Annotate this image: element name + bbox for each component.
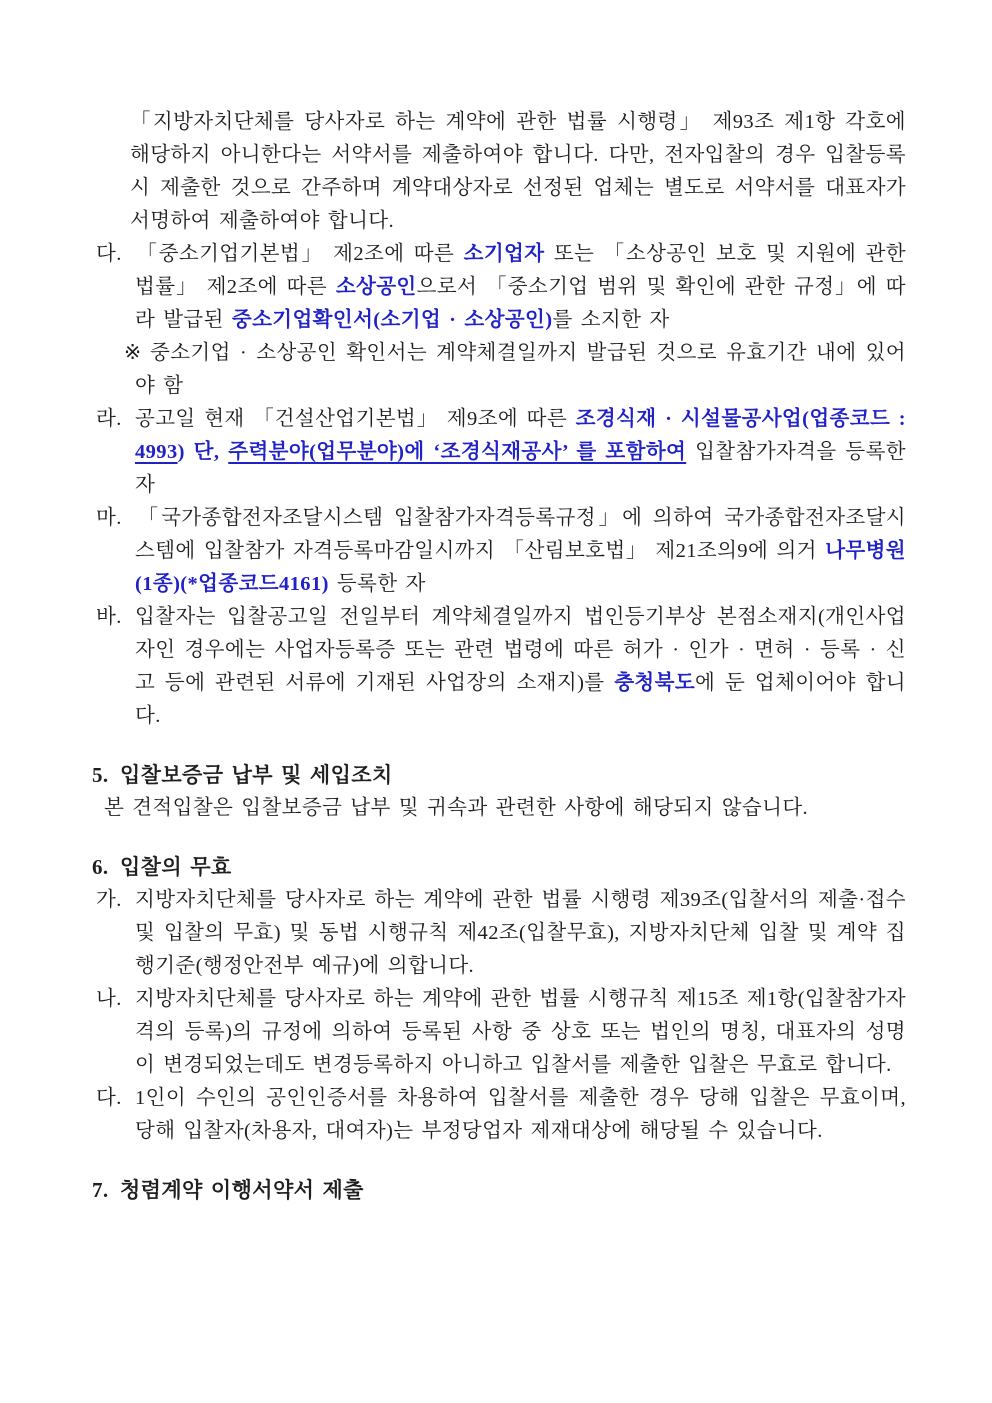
text-run: 「지방자치단체를 당사자로 하는 계약에 관한 법률 시행령」 제93조 제1항 각호에 해당하지 아니한다는 서약서를 제출하여야 합니다. 다만, 전자입찰의 경우 입찰등록 시 제출한 것으로 간주하며 계약대상자로 선정된 업체는 별도로 서약서를 대표자가 서명하여 제출하여야 합니다. (130, 111, 906, 232)
list-item (92, 238, 906, 337)
highlight-run: ) 단, (177, 441, 229, 463)
heading-title: 입찰보증금 납부 및 세입조치 (120, 763, 393, 787)
text-run: 으로서 「중소기업 범위 및 확인에 관한 규정」에 따라 발급된 (135, 276, 906, 331)
section-heading (92, 851, 906, 884)
text-run: 입찰참가자격을 등록한자 (135, 441, 906, 496)
item-label: 바. (96, 606, 122, 628)
text-run: 본 견적입찰은 입찰보증금 납부 및 귀속과 관련한 사항에 해당되지 않습니다. (104, 797, 809, 819)
heading-number: 5. (92, 763, 109, 787)
text-run: 「국가종합전자조달시스템 입찰참가자격등록규정」에 의하여 국가종합전자조달시스템에 입찰참가 자격등록마감일시까지 「산림보호법」 제21조의9에 의거 (135, 507, 906, 562)
highlight-run: 주력분야(업무분야)에 ‘조경식재공사’ 를 포함하여 (228, 441, 687, 463)
highlight-run: 소상공인 (335, 276, 417, 298)
text-run: 지방자치단체를 당사자로 하는 계약에 관한 법률 시행규칙 제15조 제1항(입찰참가자격의 등록)의 규정에 의하여 등록된 사항 중 상호 또는 법인의 명칭, 대표자의 성명이 변경되었는데도 변경등록하지 아니하고 입찰서를 제출한 입찰은 무효로 합니다. (135, 988, 906, 1076)
section-heading (92, 1174, 906, 1207)
text-run: 중소기업 · 소상공인 확인서는 계약체결일까지 발급된 것으로 유효기간 내에 있어야 함 (135, 342, 906, 397)
list-item (92, 502, 906, 601)
text-run: 지방자치단체를 당사자로 하는 계약에 관한 법률 시행령 제39조(입찰서의 제출·접수 및 입찰의 무효) 및 동법 시행규칙 제42조(입찰무효), 지방자치단체 입찰 및 계약 집행기준(행정안전부 예규)에 의합니다. (135, 889, 906, 977)
item-label: 나. (96, 988, 122, 1010)
item-label: 다. (96, 1087, 122, 1109)
text-run: 등록한 자 (328, 573, 426, 595)
item-label: 가. (96, 889, 122, 911)
heading-number: 7. (92, 1178, 109, 1202)
highlight-run: 소기업자 (463, 243, 545, 265)
paragraph (92, 792, 906, 825)
heading-title: 청렴계약 이행서약서 제출 (120, 1178, 364, 1202)
highlight-run: 중소기업확인서(소기업 · 소상공인) (231, 309, 553, 331)
highlight-run: 충청북도 (614, 672, 696, 694)
paragraph (92, 106, 906, 238)
text-run: 1인이 수인의 공인인증서를 차용하여 입찰서를 제출한 경우 당해 입찰은 무효이며, 당해 입찰자(차용자, 대여자)는 부정당업자 제재대상에 해당될 수 있습니다. (135, 1087, 906, 1142)
item-label: 라. (96, 408, 122, 430)
highlight-run: 조경식재 · 시설물공사업(업종코드 : (575, 408, 906, 430)
list-item (92, 983, 906, 1082)
text-run: 에 둔 업체이어야 합니다. (135, 672, 906, 727)
text-run: 입찰자는 입찰공고일 전일부터 계약체결일까지 법인등기부상 본점소재지(개인사업자인 경우에는 사업자등록증 또는 관련 법령에 따른 허가 · 인가 · 면허 · 등록 · 신고 등에 관련된 서류에 기재된 사업장의 소재지)를 (135, 606, 906, 694)
text-run: 를 소지한 자 (552, 309, 670, 331)
heading-title: 입찰의 무효 (120, 855, 232, 879)
list-item (92, 1082, 906, 1148)
list-item (92, 601, 906, 733)
heading-number: 6. (92, 855, 109, 879)
highlight-run: 나무병원(1종)(*업종코드4161) (135, 540, 906, 595)
note-line (92, 337, 906, 403)
note-marker: ※ (124, 342, 142, 364)
item-label: 마. (96, 507, 122, 529)
item-label: 다. (96, 243, 122, 265)
list-item (92, 884, 906, 983)
text-run: 공고일 현재 「건설산업기본법」 제9조에 따른 (135, 408, 576, 430)
highlight-run: 4993 (135, 441, 178, 463)
text-run: 또는 「소상공인 보호 및 지원에 관한 법률」 제2조에 따른 (135, 243, 906, 298)
section-heading (92, 759, 906, 792)
text-run: 「중소기업기본법」 제2조에 따른 (135, 243, 464, 265)
list-item (92, 403, 906, 502)
